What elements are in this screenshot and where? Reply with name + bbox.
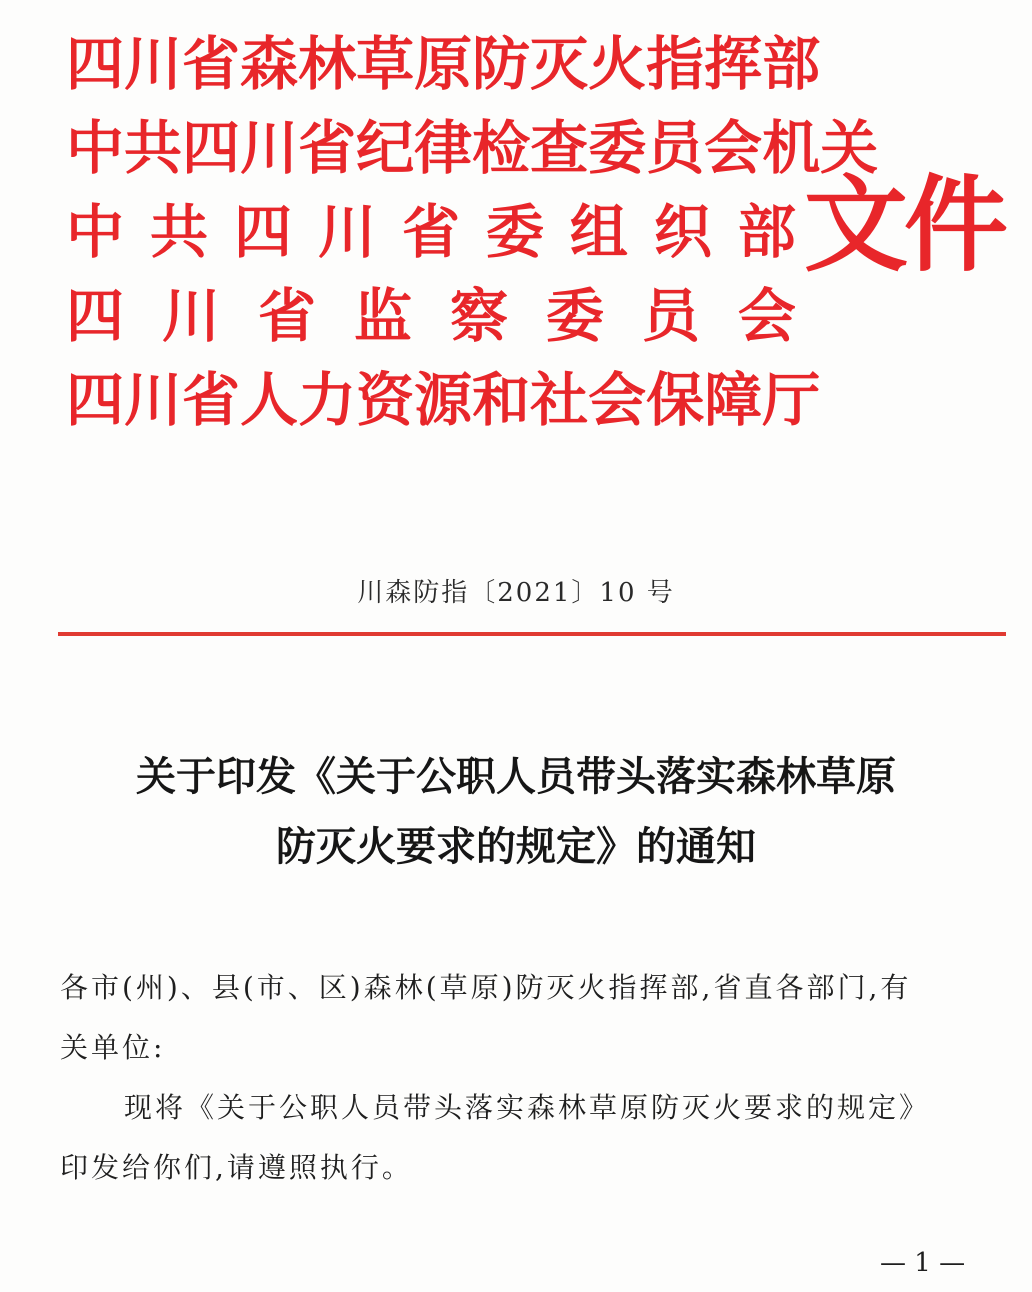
issuer-char: 律 [414, 114, 473, 182]
issuer-char: 四 [182, 114, 241, 182]
issuer-char: 指 [646, 30, 705, 98]
issuer-char: 中 [66, 114, 125, 182]
issuer-char: 员 [641, 282, 700, 350]
issuer-char: 厅 [762, 366, 821, 434]
issuer-char: 委 [545, 282, 604, 350]
issuer-char: 会 [588, 366, 647, 434]
issuer-char: 川 [124, 30, 183, 98]
issuer-char: 障 [704, 366, 763, 434]
issuer-line [66, 274, 796, 358]
issuer-char: 省 [298, 114, 357, 182]
issuer-char: 川 [161, 282, 220, 350]
issuer-line [66, 106, 879, 190]
issuer-char: 四 [66, 282, 125, 350]
issuer-char: 林 [298, 30, 357, 98]
issuer-char: 挥 [704, 30, 763, 98]
issuer-char: 纪 [356, 114, 415, 182]
title-line-2: 防灭火要求的规定》的通知 [276, 824, 756, 870]
issuer-char: 原 [414, 30, 473, 98]
issuer-char: 和 [472, 366, 531, 434]
addressee-line-1: 各市(州)、县(市、区)森林(草原)防灭火指挥部,省直各部门,有 [60, 971, 912, 1004]
issuer-line [66, 22, 821, 106]
issuer-char: 共 [124, 114, 183, 182]
issuer-char: 川 [240, 114, 299, 182]
issuer-char: 防 [472, 30, 531, 98]
issuer-char: 省 [401, 198, 460, 266]
issuer-char: 四 [66, 366, 125, 434]
paragraph-line-2: 印发给你们,请遵照执行。 [60, 1151, 413, 1184]
issuer-char: 省 [182, 30, 241, 98]
issuing-authorities [66, 22, 879, 442]
issuer-char: 委 [588, 114, 647, 182]
issuer-char: 源 [414, 366, 473, 434]
page-number: — 1 — [880, 1248, 966, 1278]
issuer-char: 四 [66, 30, 125, 98]
issuer-char: 资 [356, 366, 415, 434]
issuer-char: 委 [485, 198, 544, 266]
issuer-char: 保 [646, 366, 705, 434]
addressee-line-2: 关单位: [60, 1031, 166, 1064]
issuer-char: 组 [569, 198, 628, 266]
issuer-line [66, 358, 821, 442]
issuer-char: 织 [653, 198, 712, 266]
issuer-char: 中 [66, 198, 125, 266]
issuer-char: 察 [449, 282, 508, 350]
issuer-char: 部 [762, 30, 821, 98]
issuer-char: 社 [530, 366, 589, 434]
issuer-char: 川 [124, 366, 183, 434]
issuer-line [66, 190, 796, 274]
issuer-char: 机 [762, 114, 821, 182]
issuer-char: 会 [704, 114, 763, 182]
document-type-word: 文件 [804, 164, 1005, 286]
issuer-char: 监 [353, 282, 412, 350]
issuer-char: 力 [298, 366, 357, 434]
notice-body [60, 958, 1010, 1198]
issuer-char: 人 [240, 366, 299, 434]
red-divider-line [58, 632, 1006, 636]
notice-title [0, 742, 1032, 882]
issuer-char: 员 [646, 114, 705, 182]
issuer-char: 省 [257, 282, 316, 350]
issuer-char: 火 [588, 30, 647, 98]
issuer-char: 川 [317, 198, 376, 266]
paragraph-line-1: 现将《关于公职人员带头落实森林草原防灭火要求的规定》 [124, 1091, 931, 1124]
issuer-char: 部 [737, 198, 796, 266]
issuer-char: 会 [737, 282, 796, 350]
issuer-char: 查 [530, 114, 589, 182]
issuer-char: 四 [233, 198, 292, 266]
issuer-char: 草 [356, 30, 415, 98]
issuer-char: 共 [149, 198, 208, 266]
issuer-char: 灭 [530, 30, 589, 98]
issuer-char: 关 [820, 114, 879, 182]
title-line-1: 关于印发《关于公职人员带头落实森林草原 [136, 754, 896, 800]
issuer-char: 检 [472, 114, 531, 182]
issuer-char: 森 [240, 30, 299, 98]
document-number: 川森防指〔2021〕10 号 [357, 578, 675, 608]
issuer-char: 省 [182, 366, 241, 434]
